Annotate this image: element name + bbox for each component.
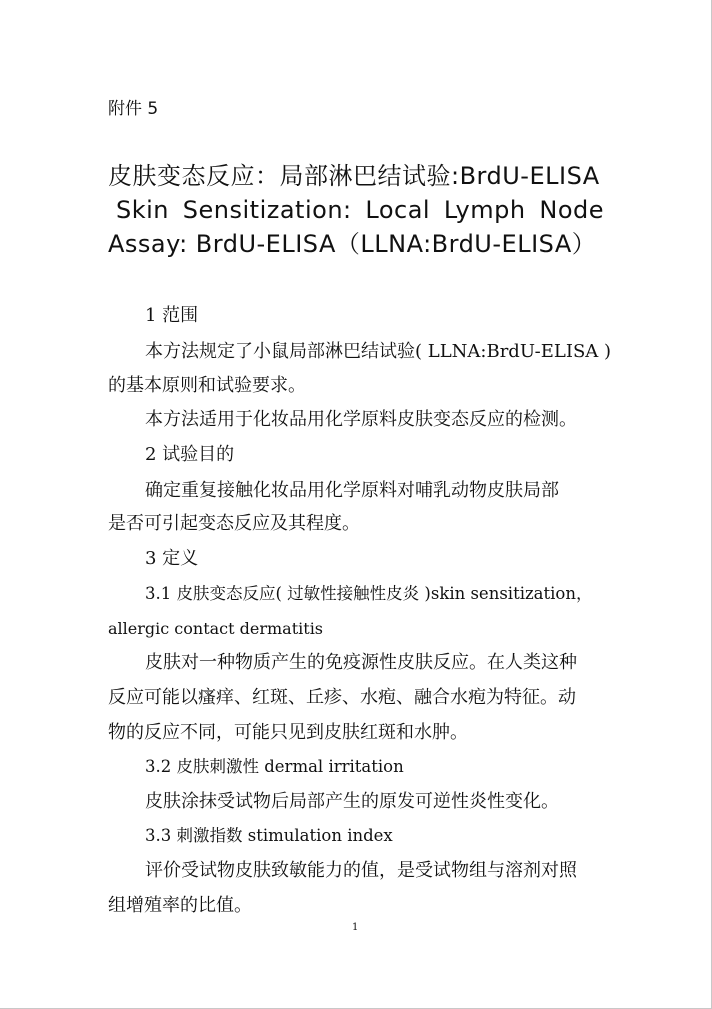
section-3-3-heading: 3.3 刺激指数 stimulation index xyxy=(145,826,393,845)
title-english-line1: Skin Sensitization: Local Lymph Node xyxy=(116,196,604,224)
section-3-3-paragraph-line: 评价受试物皮肤致敏能力的值，是受试物组与溶剂对照 xyxy=(145,860,577,881)
annex-label: 附件 5 xyxy=(108,99,159,119)
section-2-heading: 2 试验目的 xyxy=(145,444,235,465)
section-1-heading: 1 范围 xyxy=(145,305,199,326)
section-3-2-heading: 3.2 皮肤刺激性 dermal irritation xyxy=(145,757,404,776)
section-2-paragraph-line: 是否可引起变态反应及其程度。 xyxy=(108,513,360,534)
section-1-paragraph: 本方法适用于化妆品用化学原料皮肤变态反应的检测。 xyxy=(145,409,577,430)
section-1-paragraph-line: 的基本原则和试验要求。 xyxy=(108,375,306,396)
section-3-heading: 3 定义 xyxy=(145,548,199,569)
section-1-paragraph-line: 本方法规定了小鼠局部淋巴结试验( LLNA:BrdU-ELISA ) xyxy=(145,341,612,362)
section-3-1-heading-cont: allergic contact dermatitis xyxy=(108,619,324,638)
title-english-line2: Assay: BrdU-ELISA（LLNA:BrdU-ELISA） xyxy=(108,230,597,258)
section-3-1-paragraph-line: 皮肤对一种物质产生的免疫源性皮肤反应。在人类这种 xyxy=(145,652,577,673)
section-3-1-paragraph-line: 物的反应不同，可能只见到皮肤红斑和水肿。 xyxy=(108,722,468,743)
section-3-1-heading: 3.1 皮肤变态反应( 过敏性接触性皮炎 )skin sensitization， xyxy=(145,584,593,603)
section-3-1-paragraph-line: 反应可能以瘙痒、红斑、丘疹、水疱、融合水疱为特征。动 xyxy=(108,687,576,708)
page-number: 1 xyxy=(352,922,359,933)
section-3-2-paragraph: 皮肤涂抹受试物后局部产生的原发可逆性炎性变化。 xyxy=(145,791,559,812)
title-chinese: 皮肤变态反应：局部淋巴结试验:BrdU-ELISA xyxy=(108,162,600,190)
section-3-3-paragraph-line: 组增殖率的比值。 xyxy=(108,895,252,916)
section-2-paragraph-line: 确定重复接触化妆品用化学原料对哺乳动物皮肤局部 xyxy=(145,480,559,501)
